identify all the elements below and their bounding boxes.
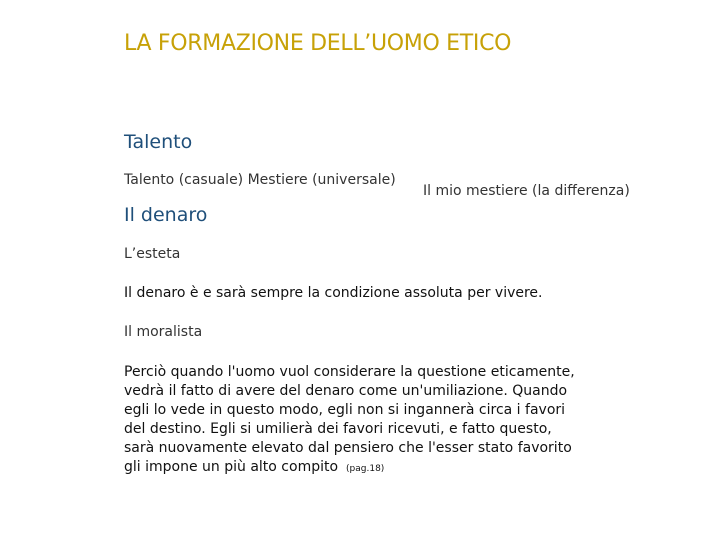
esteta-sentence: Il denaro è e sarà sempre la condizione assoluta per vivere.	[124, 285, 543, 301]
mio-mestiere-note: Il mio mestiere (la differenza)	[423, 183, 630, 199]
quote-line: sarà nuovamente elevato dal pensiero che l'esser stato favorito	[124, 440, 572, 456]
talento-heading: Talento	[124, 131, 193, 153]
denaro-heading: Il denaro	[124, 204, 208, 226]
page-reference: (pag.18)	[346, 464, 385, 474]
quote-line: egli lo vede in questo modo, egli non si ingannerà circa i favori	[124, 402, 566, 418]
quote-line: del destino. Egli si umilierà dei favori ricevuti, e fatto questo,	[124, 421, 552, 437]
moralista-quote	[124, 363, 604, 479]
quote-line-text: gli impone un più alto compito	[124, 459, 339, 475]
esteta-label: L’esteta	[124, 246, 181, 262]
quote-line: Perciò quando l'uomo vuol considerare la questione eticamente,	[124, 364, 575, 380]
moralista-label: Il moralista	[124, 324, 203, 340]
slide-title: LA FORMAZIONE DELL’UOMO ETICO	[124, 31, 512, 56]
talento-mestiere-line: Talento (casuale) Mestiere (universale)	[124, 172, 396, 188]
quote-line: vedrà il fatto di avere del denaro come un'umiliazione. Quando	[124, 383, 568, 399]
quote-last-line	[124, 458, 604, 479]
